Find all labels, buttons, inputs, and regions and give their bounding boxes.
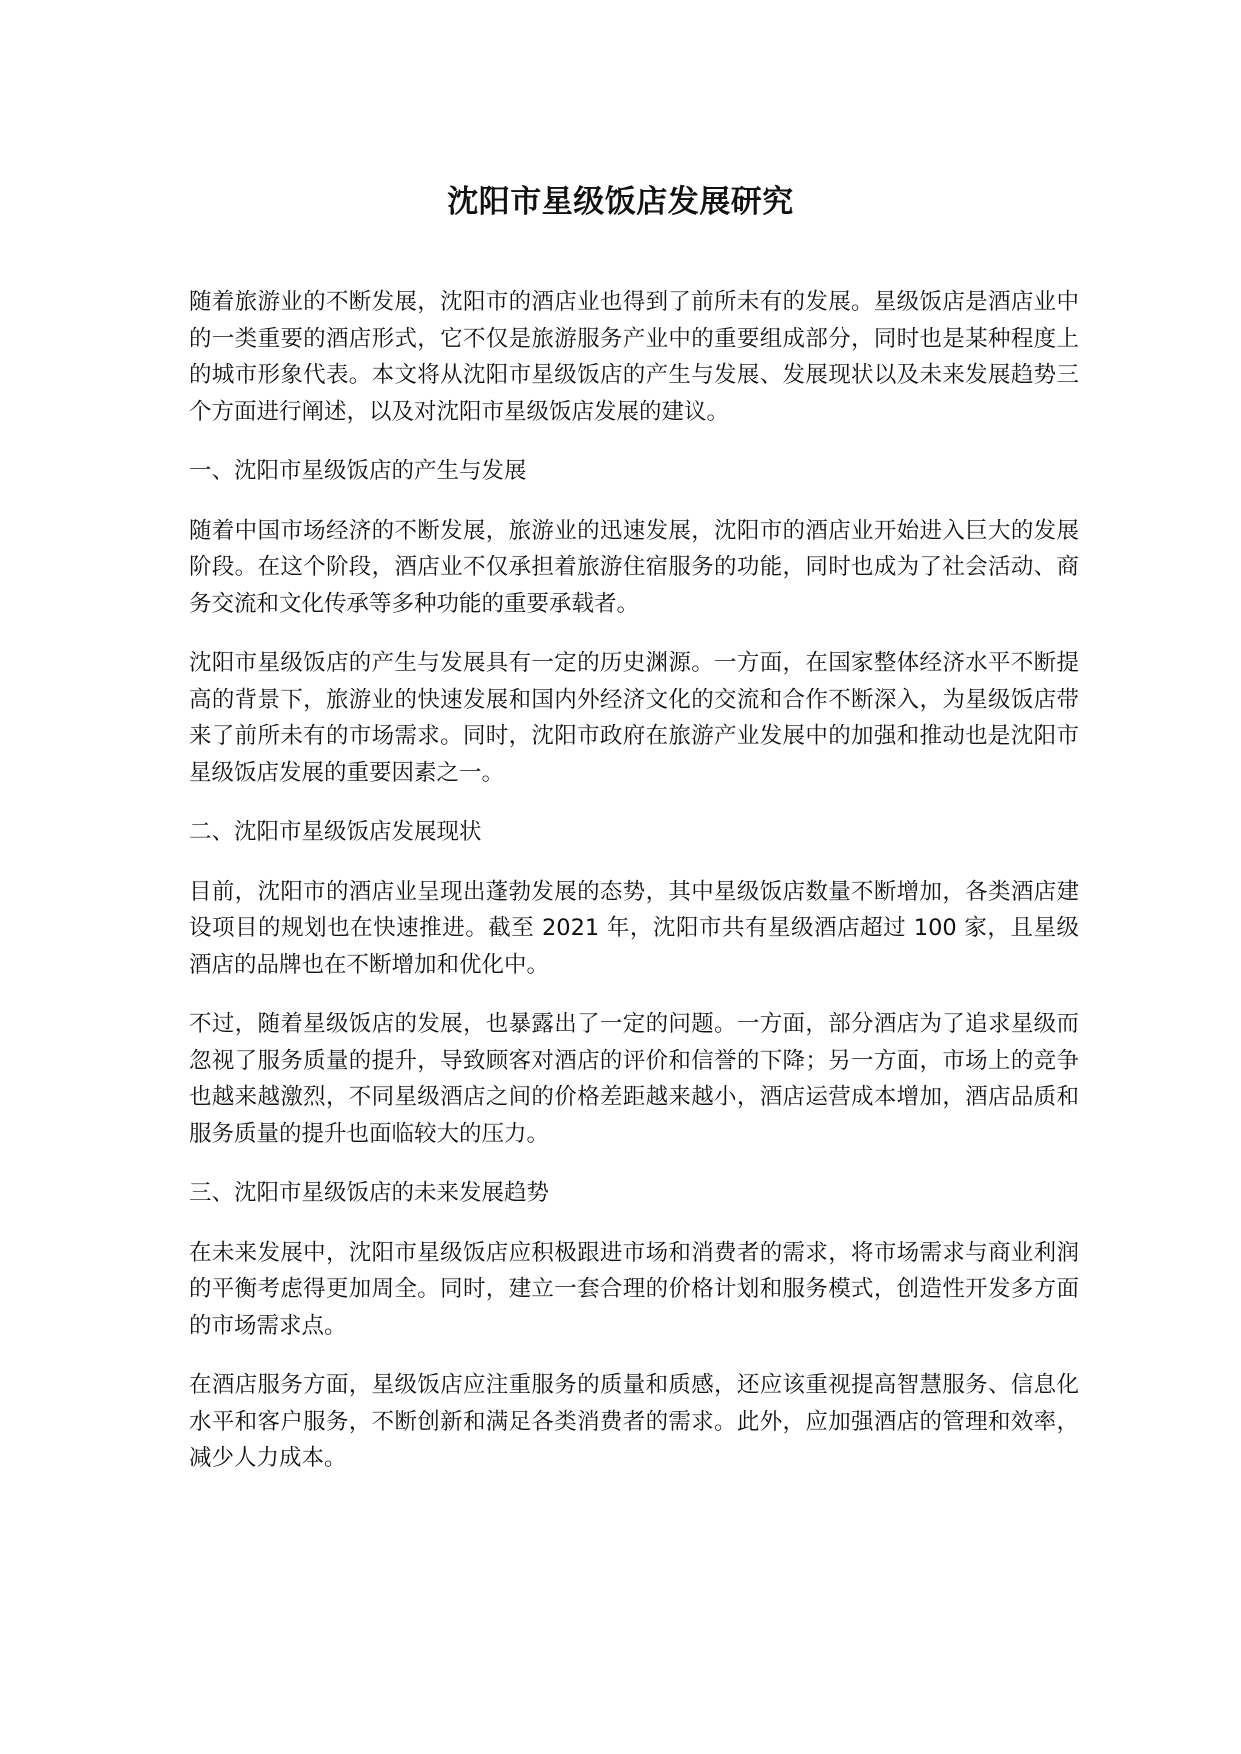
section-heading-2: 二、沈阳市星级饭店发展现状 [189, 819, 482, 845]
document-title: 沈阳市星级饭店发展研究 [447, 184, 794, 220]
paragraph-1-1: 随着中国市场经济的不断发展，旅游业的迅速发展，沈阳市的酒店业开始进入巨大的发展阶段。在这个阶段，酒店业不仅承担着旅游住宿服务的功能，同时也成为了社会活动、商务交流和文化传承等多种功能的重要承载者。 [189, 517, 1079, 617]
paragraph-intro: 随着旅游业的不断发展，沈阳市的酒店业也得到了前所未有的发展。星级饭店是酒店业中的一类重要的酒店形式，它不仅是旅游服务产业中的重要组成部分，同时也是某种程度上的城市形象代表。本文将从沈阳市星级饭店的产生与发展、发展现状以及未来发展趋势三个方面进行阐述，以及对沈阳市星级饭店发展的建议。 [189, 289, 1079, 425]
paragraph-2-2: 不过，随着星级饭店的发展，也暴露出了一定的问题。一方面，部分酒店为了追求星级而忽视了服务质量的提升，导致顾客对酒店的评价和信誉的下降；另一方面，市场上的竞争也越来越激烈，不同星级酒店之间的价格差距越来越小，酒店运营成本增加，酒店品质和服务质量的提升也面临较大的压力。 [189, 1011, 1079, 1147]
paragraph-2-1: 目前，沈阳市的酒店业呈现出蓬勃发展的态势，其中星级饭店数量不断增加，各类酒店建设项目的规划也在快速推进。截至 2021 年，沈阳市共有星级酒店超过 100 家，且星级酒店的品牌也在不断增加和优化中。 [189, 878, 1079, 978]
paragraph-3-2: 在酒店服务方面，星级饭店应注重服务的质量和质感，还应该重视提高智慧服务、信息化水平和客户服务，不断创新和满足各类消费者的需求。此外，应加强酒店的管理和效率，减少人力成本。 [189, 1372, 1079, 1471]
section-heading-1: 一、沈阳市星级饭店的产生与发展 [189, 458, 527, 484]
document-body [189, 284, 1079, 1500]
paragraph-1-2: 沈阳市星级饭店的产生与发展具有一定的历史渊源。一方面，在国家整体经济水平不断提高的背景下，旅游业的快速发展和国内外经济文化的交流和合作不断深入，为星级饭店带来了前所未有的市场需求。同时，沈阳市政府在旅游产业发展中的加强和推动也是沈阳市星级饭店发展的重要因素之一。 [189, 650, 1079, 786]
paragraph-3-1: 在未来发展中，沈阳市星级饭店应积极跟进市场和消费者的需求，将市场需求与商业利润的平衡考虑得更加周全。同时，建立一套合理的价格计划和服务模式，创造性开发多方面的市场需求点。 [189, 1239, 1079, 1339]
section-heading-3: 三、沈阳市星级饭店的未来发展趋势 [189, 1180, 550, 1206]
